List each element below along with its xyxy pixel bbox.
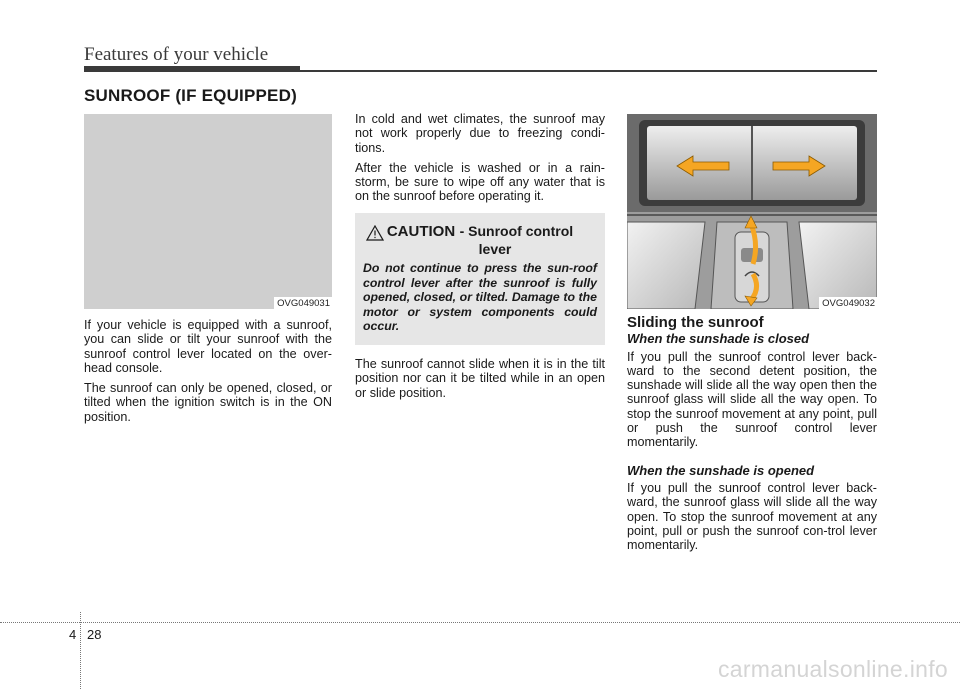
header-rule	[84, 70, 877, 72]
caution-body: Do not continue to press the sun-roof control lever after the sunroof is fully opened, closed, or tilted. Damage to the motor or system components could occur.	[363, 261, 597, 333]
figure-code: OVG049031	[274, 297, 332, 309]
column-middle-continued	[355, 357, 605, 406]
figure-code: OVG049032	[819, 297, 877, 309]
subsection-heading: Sliding the sunroof	[627, 314, 764, 331]
paragraph: If your vehicle is equipped with a sunroof, you can slide or tilt your sunroof with the sunroof control lever located on the over-head console.	[84, 318, 332, 375]
section-title: SUNROOF (IF EQUIPPED)	[84, 86, 297, 105]
watermark-logo: carmanualsonline.info	[717, 656, 948, 682]
subsection-subheading: When the sunshade is closed	[627, 331, 810, 347]
caution-word: CAUTION	[386, 223, 456, 240]
subsection-subheading: When the sunshade is opened	[627, 462, 815, 478]
sunroof-illustration	[627, 114, 877, 309]
column-left	[84, 318, 332, 430]
paragraph: In cold and wet climates, the sunroof may not work properly due to freezing condi-tions.	[355, 112, 605, 155]
figure-sunroof-placeholder	[84, 114, 332, 309]
footer-rule-vertical	[80, 612, 81, 689]
paragraph: If you pull the sunroof control lever back-ward, the sunroof glass will slide all the way open. To stop the sunroof movement at any point, pull or push the sunroof con-trol lever momentarily.	[627, 480, 877, 553]
caution-box	[355, 213, 605, 345]
page-number: 28	[87, 627, 102, 642]
caution-subtitle: - Sunroof control	[459, 223, 574, 239]
caution-subtitle-cont: lever	[478, 241, 512, 257]
column-right	[627, 316, 877, 558]
paragraph: The sunroof can only be opened, closed, or tilted when the ignition switch is in the ON position.	[84, 381, 332, 424]
column-middle	[355, 112, 605, 210]
paragraph: The sunroof cannot slide when it is in the tilt position nor can it be tilted while in an open or slide position.	[355, 357, 605, 400]
page-header-title: Features of your vehicle	[84, 44, 269, 65]
paragraph: After the vehicle is washed or in a rain-storm, be sure to wipe off any water that is on the sunroof before operating it.	[355, 160, 605, 204]
figure-sunroof-control	[627, 114, 877, 309]
footer-rule	[0, 622, 960, 623]
caution-heading	[355, 223, 605, 257]
paragraph: If you pull the sunroof control lever back-ward to the second detent position, the sunshade will slide all the way open then the sunroof glass will slide all the way open. To stop the sunroof movement at any point, pull or push the sunroof control lever momentarily.	[627, 349, 877, 450]
chapter-number: 4	[69, 627, 77, 642]
